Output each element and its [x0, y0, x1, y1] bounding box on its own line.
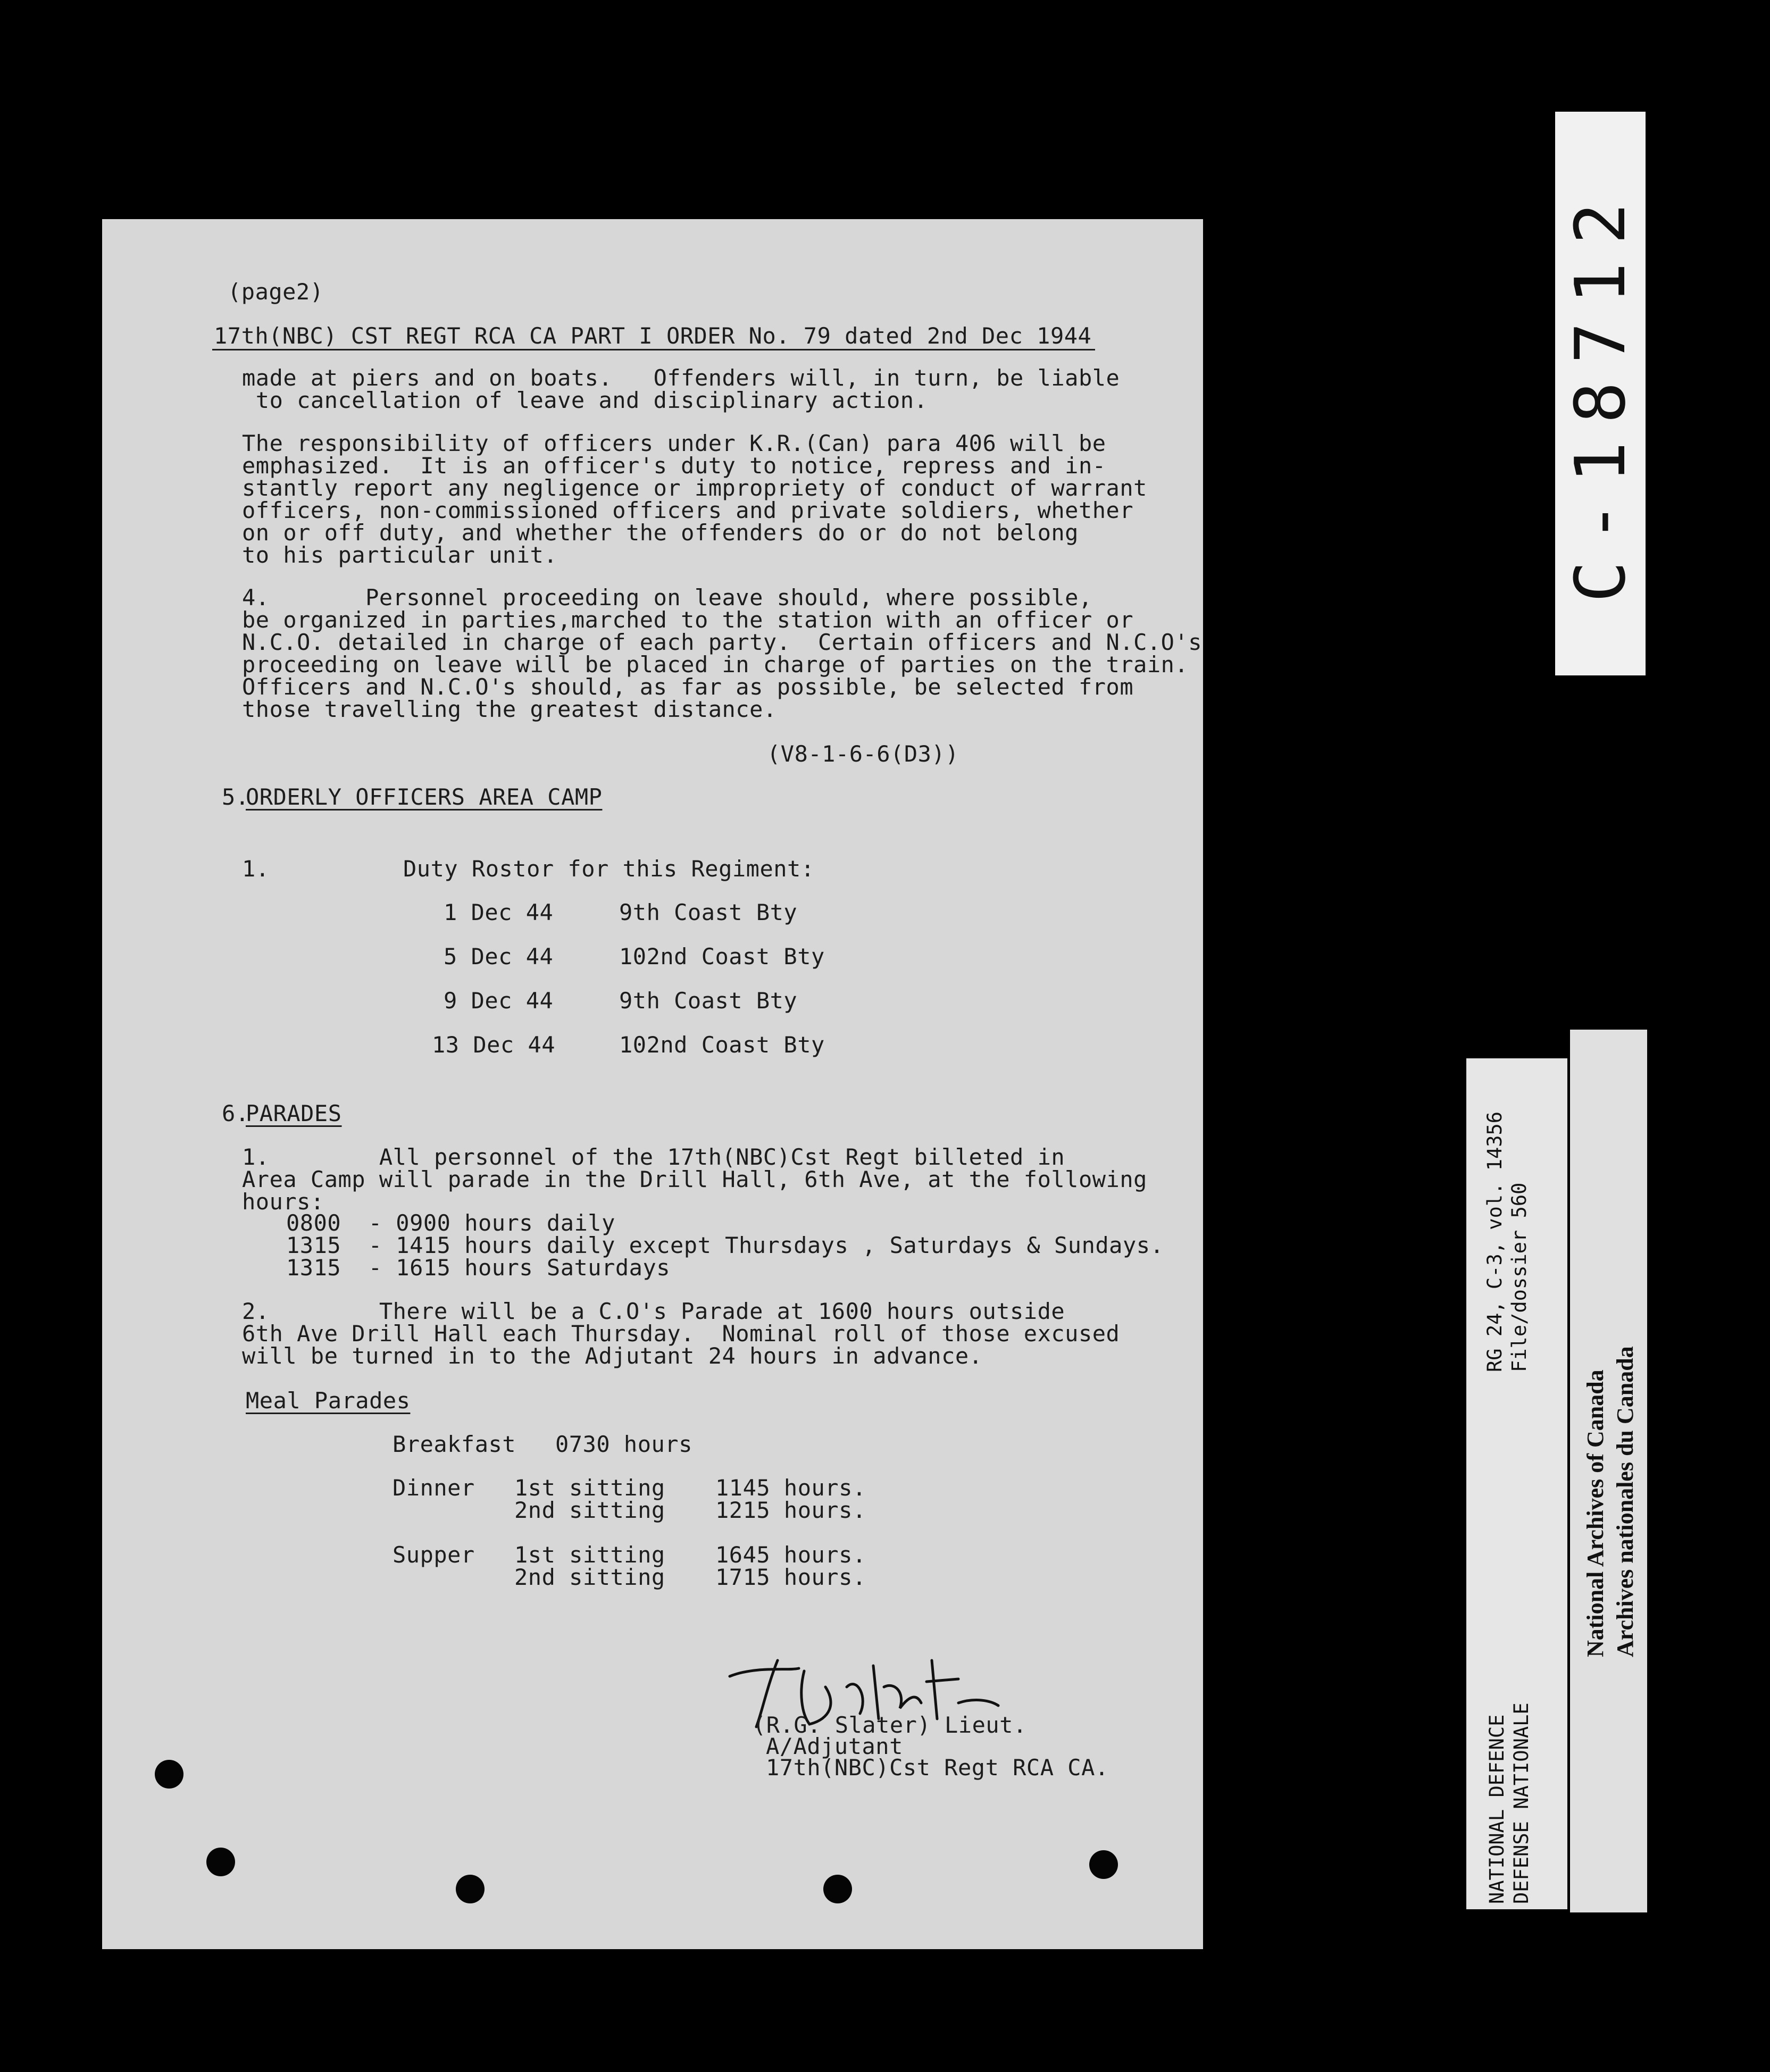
punch-hole	[823, 1875, 852, 1903]
text-line: Area Camp will parade in the Drill Hall, 6th Ave, at the following	[242, 1166, 1147, 1192]
section-number: 5.	[222, 784, 249, 810]
file-reference: (V8-1-6-6(D3))	[767, 741, 959, 767]
roster-unit: 9th Coast Bty	[619, 988, 798, 1014]
meal-label: Breakfast	[393, 1431, 516, 1457]
parade-hours: 1315 - 1615 hours Saturdays	[286, 1255, 671, 1281]
meal-title: Meal Parades	[246, 1388, 411, 1414]
text-line: on or off duty, and whether the offenders do or do not belong	[242, 520, 1079, 546]
archives-label-fr: Archives nationales du Canada	[1612, 1346, 1638, 1657]
text-line: to cancellation of leave and disciplinary action.	[242, 387, 928, 413]
archive-reference-strip	[1466, 1058, 1567, 1909]
section-title: ORDERLY OFFICERS AREA CAMP	[246, 784, 603, 810]
section-title: PARADES	[246, 1100, 342, 1126]
roster-unit: 102nd Coast Bty	[619, 1032, 825, 1058]
signatory-role: A/Adjutant	[766, 1733, 903, 1759]
text-line: to his particular unit.	[242, 542, 558, 568]
punch-hole	[456, 1875, 485, 1903]
roster-date: 9 Dec 44	[444, 988, 554, 1014]
text-line: will be turned in to the Adjutant 24 hours in advance.	[242, 1343, 983, 1369]
order-header: 17th(NBC) CST REGT RCA CA PART I ORDER No. 79 dated 2nd Dec 1944	[214, 323, 1092, 349]
section-number: 6.	[222, 1100, 249, 1126]
roster-intro: Duty Rostor for this Regiment:	[403, 856, 815, 882]
meal-time: 1645 hours.	[715, 1542, 866, 1568]
punch-hole	[206, 1848, 235, 1876]
page-label: (page2)	[228, 279, 324, 305]
punch-hole	[1089, 1850, 1118, 1879]
text-line: those travelling the greatest distance.	[242, 696, 777, 722]
archives-label-en: National Archives of Canada	[1582, 1369, 1608, 1657]
meal-sitting: 1st sitting	[514, 1542, 665, 1568]
text-line: emphasized. It is an officer's duty to notice, repress and in-	[242, 453, 1106, 479]
text-line: made at piers and on boats. Offenders will, in turn, be liable	[242, 365, 1120, 391]
text-line: be organized in parties,marched to the station with an officer or	[242, 607, 1134, 633]
text-line: Officers and N.C.O's should, as far as possible, be selected from	[242, 674, 1134, 700]
punch-hole	[155, 1760, 183, 1789]
text-line: stantly report any negligence or impropriety of conduct of warrant	[242, 475, 1147, 501]
text-line: The responsibility of officers under K.R.(Can) para 406 will be	[242, 430, 1106, 456]
parade-hours: 1315 - 1415 hours daily except Thursdays , Saturdays & Sundays.	[286, 1232, 1164, 1258]
text-line: officers, non-commissioned officers and private soldiers, whether	[242, 497, 1134, 523]
item-number: 1.	[242, 856, 270, 882]
meal-label: Dinner	[393, 1475, 475, 1501]
reference-line: File/dossier 560	[1508, 1182, 1531, 1372]
meal-time: 1715 hours.	[715, 1564, 866, 1590]
document-page	[102, 219, 1203, 1949]
roster-unit: 102nd Coast Bty	[619, 943, 825, 970]
meal-label: Supper	[393, 1542, 475, 1568]
roster-date: 5 Dec 44	[444, 943, 554, 970]
header-rule	[212, 349, 1095, 350]
meal-sitting: 1st sitting	[514, 1475, 665, 1501]
meal-time: 1145 hours.	[715, 1475, 866, 1501]
text-line: 4. Personnel proceeding on leave should, where possible,	[242, 584, 1092, 611]
national-archives-strip	[1570, 1030, 1647, 1912]
defence-label: NATIONAL DEFENCE	[1485, 1714, 1508, 1904]
parade-hours: 0800 - 0900 hours daily	[286, 1210, 615, 1236]
signatory-unit: 17th(NBC)Cst Regt RCA CA.	[766, 1754, 1109, 1781]
text-line: 1. All personnel of the 17th(NBC)Cst Regt billeted in	[242, 1144, 1065, 1170]
text-line: proceeding on leave will be placed in charge of parties on the train.	[242, 651, 1189, 678]
reference-line: RG 24, C-3, vol. 14356	[1483, 1111, 1506, 1372]
meal-time: 0730 hours	[555, 1431, 692, 1457]
defence-label: DEFENSE NATIONALE	[1510, 1702, 1533, 1904]
roster-date: 13 Dec 44	[432, 1032, 556, 1058]
meal-time: 1215 hours.	[715, 1497, 866, 1523]
meal-sitting: 2nd sitting	[514, 1564, 665, 1590]
roster-unit: 9th Coast Bty	[619, 899, 798, 925]
frame-number-strip	[1555, 112, 1646, 675]
frame-number: C-18712	[1560, 185, 1641, 603]
meal-sitting: 2nd sitting	[514, 1497, 665, 1523]
roster-date: 1 Dec 44	[444, 899, 554, 925]
text-line: N.C.O. detailed in charge of each party. Certain officers and N.C.O's	[242, 629, 1203, 655]
text-line: 6th Ave Drill Hall each Thursday. Nominal roll of those excused	[242, 1321, 1120, 1347]
text-line: 2. There will be a C.O's Parade at 1600 hours outside	[242, 1298, 1065, 1324]
signatory-name: (R.G. Slater) Lieut.	[753, 1712, 1027, 1738]
text-line: hours:	[242, 1189, 324, 1215]
